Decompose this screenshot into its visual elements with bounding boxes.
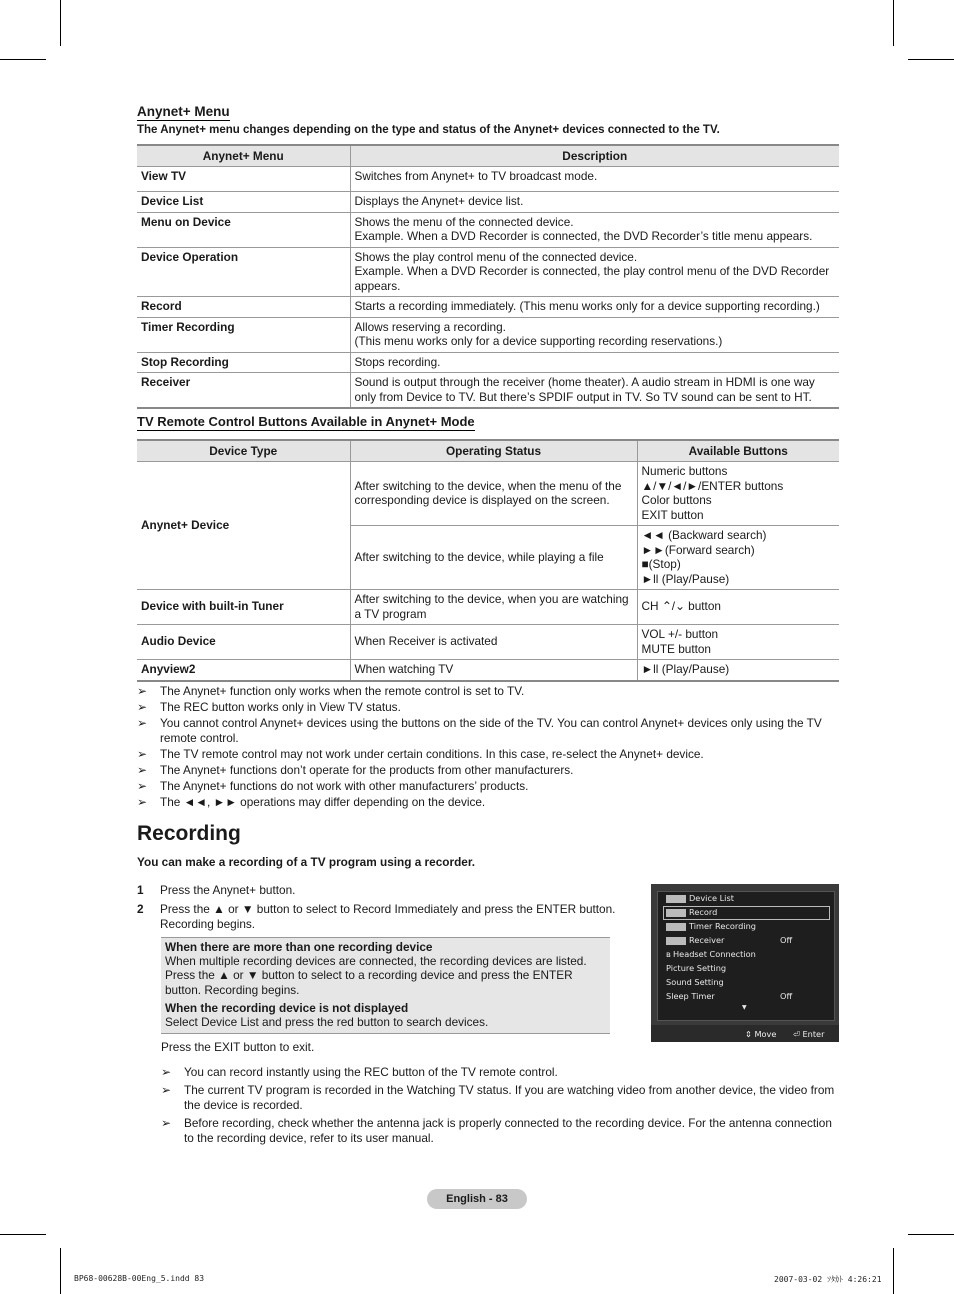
- table-row: [137, 212, 839, 247]
- tip-text: When multiple recording devices are connected, the recording devices are listed. Press the ▲ or ▼ button to select to a recording device and press the ENTER button. Recording begins.: [165, 954, 587, 997]
- table-row: [137, 352, 839, 373]
- menu-description: Shows the play control menu of the connected device. Example. When a DVD Recorder is connected, the play control menu of the DVD Recorder appears.: [350, 247, 839, 297]
- available-buttons: ◄◄ (Backward search) ►►(Forward search) ■(Stop) ►ll (Play/Pause): [637, 526, 839, 590]
- up-down-icon: ⇕: [745, 1029, 752, 1039]
- osd-menu-item[interactable]: ʙ Headset Connection: [666, 949, 756, 959]
- table-row: [137, 590, 839, 625]
- osd-menu-item[interactable]: Receiver Off: [666, 935, 724, 948]
- tip-heading: When the recording device is not displayed: [165, 1000, 409, 1015]
- note-item: ➢ You can record instantly using the REC button of the TV remote control.: [161, 1065, 558, 1079]
- device-type: Anyview2: [137, 660, 350, 681]
- operating-status: After switching to the device, when you are watching a TV program: [350, 590, 637, 625]
- anynet-notes: [137, 684, 839, 810]
- arrow-icon: ➢: [137, 699, 148, 714]
- table-row: [137, 247, 839, 297]
- note-item: ➢ The TV remote control may not work under certain conditions. In this case, re-select the Anynet+ device.: [137, 747, 704, 762]
- tip-text: Select Device List and press the red button to search devices.: [165, 1015, 489, 1030]
- remote-buttons-table: [137, 439, 839, 682]
- osd-menu-item[interactable]: Timer Recording: [666, 921, 756, 934]
- column-header: Device Type: [137, 440, 350, 462]
- available-buttons: CH ⌃/⌄ button: [637, 590, 839, 625]
- recording-tip-box: [161, 937, 610, 1034]
- enter-hint: ⏎ Enter: [793, 1029, 825, 1039]
- device-type: Audio Device: [137, 625, 350, 660]
- anynet-menu-title: Anynet+ Menu: [137, 104, 230, 119]
- device-type: Device with built-in Tuner: [137, 590, 350, 625]
- operating-status: After switching to the device, when the menu of the corresponding device is displayed on the screen.: [350, 462, 637, 526]
- column-header: Available Buttons: [637, 440, 839, 462]
- menu-description: Starts a recording immediately. (This menu works only for a device supporting recording.): [350, 297, 839, 318]
- menu-description: Allows reserving a recording. (This menu works only for a device supporting recording reservations.): [350, 317, 839, 352]
- note-item: ➢ You cannot control Anynet+ devices using the buttons on the side of the TV. You can control Anynet+ devices only using the TV remote control.: [137, 715, 822, 746]
- anynet-logo-icon: [666, 909, 686, 917]
- crop-mark: [908, 59, 954, 60]
- arrow-icon: ➢: [161, 1116, 172, 1130]
- crop-mark: [908, 1234, 954, 1235]
- osd-menu-screenshot: [651, 884, 839, 1042]
- step-2: 2 Press the ▲ or ▼ button to select to Record Immediately and press the ENTER button. Recording begins.: [137, 902, 616, 931]
- bluetooth-icon: ʙ: [666, 949, 671, 959]
- crop-mark: [893, 0, 894, 46]
- note-item: ➢ The Anynet+ function only works when the remote control is set to TV.: [137, 684, 525, 698]
- arrow-icon: ➢: [161, 1083, 172, 1097]
- table-row: [137, 167, 839, 192]
- menu-description: Switches from Anynet+ to TV broadcast mode.: [350, 167, 839, 192]
- available-buttons: ►ll (Play/Pause): [637, 660, 839, 681]
- arrow-icon: ➢: [137, 684, 148, 698]
- table-row: [137, 297, 839, 318]
- table-row: [137, 660, 839, 681]
- osd-footer: [651, 1025, 839, 1042]
- crop-mark: [60, 1248, 61, 1294]
- exit-instruction: Press the EXIT button to exit.: [161, 1040, 315, 1054]
- anynet-menu-subtitle: The Anynet+ menu changes depending on the type and status of the Anynet+ devices connected to the TV.: [137, 124, 720, 136]
- arrow-icon: ➢: [137, 778, 148, 793]
- menu-name: Device List: [137, 192, 350, 213]
- crop-mark: [893, 1248, 894, 1294]
- column-header: Description: [350, 145, 839, 167]
- note-item: ➢ The ◄◄, ►► operations may differ depending on the device.: [137, 794, 486, 809]
- arrow-icon: ➢: [137, 715, 148, 730]
- note-item: ➢ The current TV program is recorded in the Watching TV status. If you are watching video from another device, the video from the device is recorded.: [161, 1083, 835, 1112]
- osd-menu-item[interactable]: Record: [666, 907, 717, 920]
- menu-name: View TV: [137, 167, 350, 192]
- menu-description: Stops recording.: [350, 352, 839, 373]
- table-row: [137, 317, 839, 352]
- recording-lead: You can make a recording of a TV program using a recorder.: [137, 855, 476, 869]
- recording-notes: [161, 1065, 839, 1146]
- table-header-row: [137, 145, 839, 167]
- available-buttons: Numeric buttons ▲/▼/◄/►/ENTER buttons Color buttons EXIT button: [637, 462, 839, 526]
- anynet-logo-icon: [666, 895, 686, 903]
- crop-mark: [0, 1234, 46, 1235]
- arrow-icon: ➢: [161, 1065, 172, 1079]
- osd-menu-item[interactable]: Sound Setting: [666, 977, 724, 987]
- available-buttons: VOL +/- button MUTE button: [637, 625, 839, 660]
- remote-buttons-title: TV Remote Control Buttons Available in Anynet+ Mode: [137, 414, 475, 429]
- note-item: ➢ The REC button works only in View TV status.: [137, 699, 401, 714]
- move-hint: ⇕ Move: [745, 1029, 777, 1039]
- note-item: ➢ Before recording, check whether the antenna jack is properly connected to the recording device. For the antenna connection to the recording device, refer to its user manual.: [161, 1116, 832, 1145]
- menu-description: Displays the Anynet+ device list.: [350, 192, 839, 213]
- column-header: Anynet+ Menu: [137, 145, 350, 167]
- menu-name: Device Operation: [137, 247, 350, 297]
- page-number: English - 83: [427, 1189, 527, 1209]
- table-row: [137, 462, 839, 526]
- note-item: ➢ The Anynet+ functions do not work with other manufacturers’ products.: [137, 778, 529, 793]
- table-row: [137, 373, 839, 409]
- table-row: [137, 625, 839, 660]
- scroll-down-icon[interactable]: ▼: [742, 1004, 747, 1011]
- operating-status: When Receiver is activated: [350, 625, 637, 660]
- device-type: Anynet+ Device: [137, 462, 350, 590]
- osd-menu-item[interactable]: Device List: [666, 893, 734, 906]
- menu-description: Shows the menu of the connected device. Example. When a DVD Recorder is connected, the DVD Recorder’s title menu appears.: [350, 212, 839, 247]
- menu-name: Timer Recording: [137, 317, 350, 352]
- menu-name: Record: [137, 297, 350, 318]
- menu-name: Menu on Device: [137, 212, 350, 247]
- enter-icon: ⏎: [793, 1029, 800, 1039]
- menu-name: Receiver: [137, 373, 350, 409]
- recording-title: Recording: [137, 822, 241, 845]
- osd-menu-item[interactable]: Picture Setting: [666, 963, 727, 973]
- table-row: [137, 192, 839, 213]
- anynet-logo-icon: [666, 923, 686, 931]
- table-header-row: [137, 440, 839, 462]
- arrow-icon: ➢: [137, 747, 148, 762]
- column-header: Operating Status: [350, 440, 637, 462]
- operating-status: After switching to the device, while playing a file: [350, 526, 637, 590]
- print-footer-left: BP68-00628B-00Eng_5.indd 83: [74, 1274, 205, 1283]
- tip-heading: When there are more than one recording device: [165, 940, 433, 954]
- arrow-icon: ➢: [137, 794, 148, 809]
- note-item: ➢ The Anynet+ functions don’t operate for the products from other manufacturers.: [137, 762, 574, 777]
- anynet-logo-icon: [666, 937, 686, 945]
- menu-description: Sound is output through the receiver (home theater). A audio stream in HDMI is one way only from Device to TV. But there’s SPDIF output in TV. So TV sound can be sent to HT.: [350, 373, 839, 409]
- menu-name: Stop Recording: [137, 352, 350, 373]
- crop-mark: [0, 59, 46, 60]
- print-footer-right: 2007-03-02 ｿﾀｶﾄ 4:26:21: [774, 1275, 882, 1284]
- crop-mark: [60, 0, 61, 46]
- arrow-icon: ➢: [137, 762, 148, 777]
- anynet-menu-table: [137, 144, 839, 409]
- osd-menu-panel: [657, 891, 835, 1021]
- operating-status: When watching TV: [350, 660, 637, 681]
- step-1: 1 Press the Anynet+ button.: [137, 883, 296, 897]
- osd-menu-item[interactable]: Sleep Timer Off: [666, 991, 793, 1001]
